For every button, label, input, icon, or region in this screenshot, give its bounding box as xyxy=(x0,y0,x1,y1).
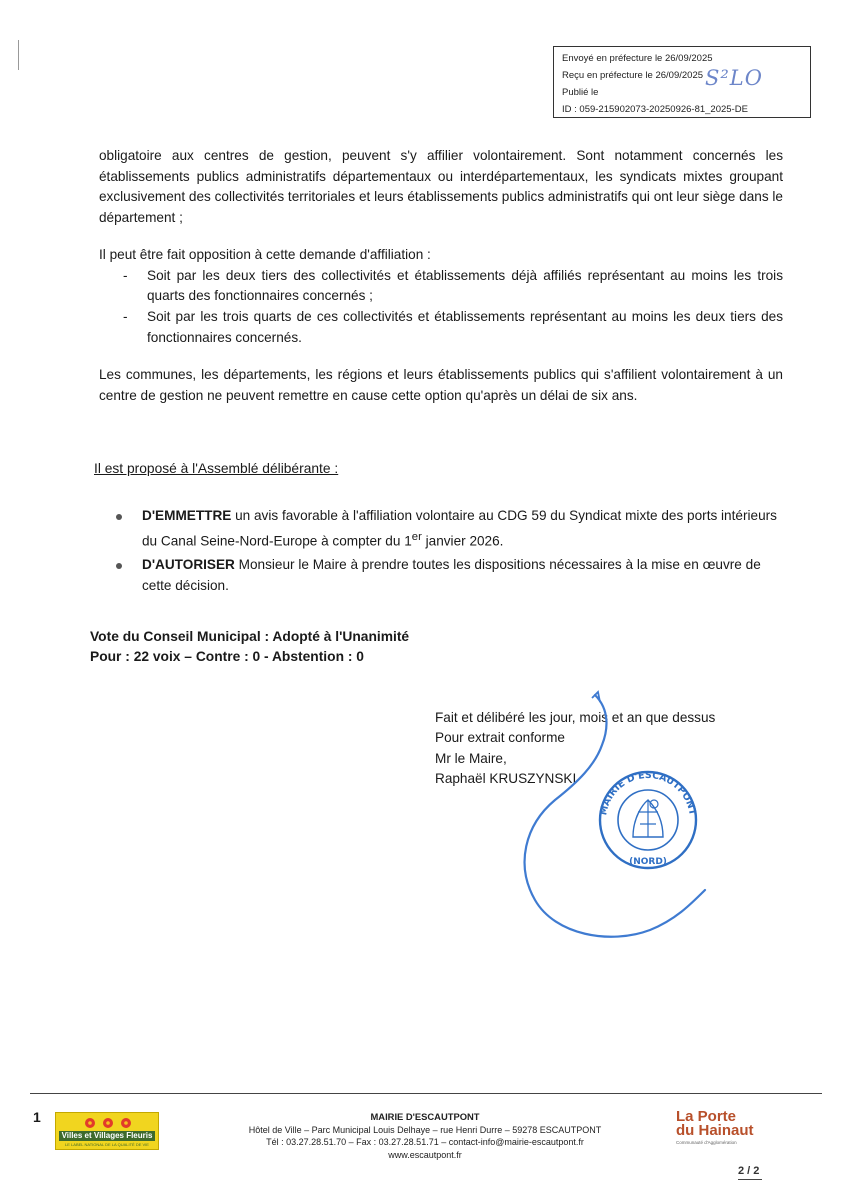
dash-bullet-icon: - xyxy=(123,309,128,325)
opposition-intro: Il peut être fait opposition à cette demande d'affiliation : xyxy=(99,247,431,262)
porte-logo-line2: du Hainaut xyxy=(676,1122,754,1139)
prefecture-stamp-box xyxy=(553,46,811,118)
proposal-list xyxy=(116,506,784,599)
footer-website[interactable]: www.escautpont.fr xyxy=(388,1149,462,1160)
footer-divider xyxy=(30,1093,822,1094)
proposal-text: Monsieur le Maire à prendre toutes les dispositions nécessaires à la mise en œuvre de cette décision. xyxy=(142,556,761,593)
proposal-text-end: janvier 2026. xyxy=(421,533,504,549)
porte-logo-line1: La Porte xyxy=(676,1108,737,1125)
vote-result-block xyxy=(90,627,409,667)
signoff-line: Fait et délibéré les jour, mois et an que dessus xyxy=(435,710,716,725)
scan-artifact-line xyxy=(18,40,19,70)
porte-du-hainaut-logo xyxy=(676,1110,776,1145)
paragraph-affiliation: obligatoire aux centres de gestion, peuvent s'y affilier volontairement. Sont notamment concernés les établissements publics administratifs départementaux ou interdépartementaux, les syndicats mixtes groupant exclusivement des collectivités territoriales et leurs établissements publics administratifs qui ont leur siège dans le département ; xyxy=(99,148,783,226)
villes-villages-fleuris-logo xyxy=(55,1112,159,1150)
bullet-dot-icon xyxy=(116,563,122,569)
footer-address: Hôtel de Ville – Parc Municipal Louis Delhaye – rue Henri Durre – 59278 ESCAUTPONT xyxy=(248,1124,602,1135)
bullet-dot-icon xyxy=(116,514,122,520)
page-number: 2 / 2 xyxy=(738,1165,760,1177)
dash-bullet-icon: - xyxy=(123,267,128,283)
proposal-item xyxy=(116,555,784,596)
footer-title: MAIRIE D'ESCAUTPONT xyxy=(370,1111,480,1122)
mayor-name: Raphaël KRUSZYNSKI xyxy=(435,771,577,787)
proposal-verb: D'EMMETTRE xyxy=(142,508,232,523)
proposal-item xyxy=(116,506,784,552)
seal-top-text: MAIRIE D'ESCAUTPONT xyxy=(598,769,698,817)
porte-logo-sub: Communauté d'Agglomération xyxy=(676,1140,737,1145)
proposal-verb: D'AUTORISER xyxy=(142,556,235,572)
proposal-heading: Il est proposé à l'Assemblé délibérante : xyxy=(94,461,339,476)
footer-contact-block xyxy=(200,1111,650,1161)
seal-bottom-text: (NORD) xyxy=(629,857,667,867)
footer-contact: Tél : 03.27.28.51.70 – Fax : 03.27.28.51.71 – contact-info@mairie-escautpont.fr xyxy=(266,1137,584,1147)
flowers-icon xyxy=(82,1116,134,1132)
paragraph-six-years: Les communes, les départements, les régions et leurs établissements publics qui s'affilient volontairement à un centre de gestion ne peuvent remettre en cause cette option qu'après un délai de six ans. xyxy=(99,367,783,403)
vote-counts: Pour : 22 voix – Contre : 0 - Abstention : 0 xyxy=(90,649,364,664)
published-label: Publié le xyxy=(562,87,599,98)
vote-result: Vote du Conseil Municipal : Adopté à l'Unanimité xyxy=(90,629,410,644)
received-date: Reçu en préfecture le 26/09/2025 xyxy=(562,70,704,81)
signoff-line: Pour extrait conforme xyxy=(435,730,565,746)
villes-sub: LE LABEL NATIONAL DE LA QUALITÉ DE VIE xyxy=(65,1142,149,1147)
sent-date: Envoyé en préfecture le 26/09/2025 xyxy=(562,53,713,64)
opposition-item xyxy=(99,266,783,307)
mayor-title: Mr le Maire, xyxy=(435,750,507,766)
footer-mark: 1 xyxy=(33,1109,41,1125)
prefecture-initials: S²LO xyxy=(705,66,763,90)
proposal-text: un avis favorable à l'affiliation volontaire au CDG 59 du Syndicat mixte des ports intérieurs du Canal Seine-Nord-Europe à compter du 1 xyxy=(142,508,777,549)
ordinal-suffix: er xyxy=(411,530,422,543)
opposition-item-text: Soit par les deux tiers des collectivités et établissements déjà affiliés représentant au moins les trois quarts des fonctionnaires concernés ; xyxy=(147,267,783,304)
act-id: ID : 059-215902073-20250926-81_2025-DE xyxy=(562,104,748,115)
opposition-item-text: Soit par les trois quarts de ces collectivités et établissements représentant au moins les deux tiers des fonctionnaires concernés. xyxy=(147,309,783,345)
opposition-section xyxy=(99,245,783,349)
villes-label: Villes et Villages Fleuris xyxy=(59,1131,155,1141)
municipal-seal xyxy=(588,762,708,872)
opposition-item xyxy=(99,307,783,348)
